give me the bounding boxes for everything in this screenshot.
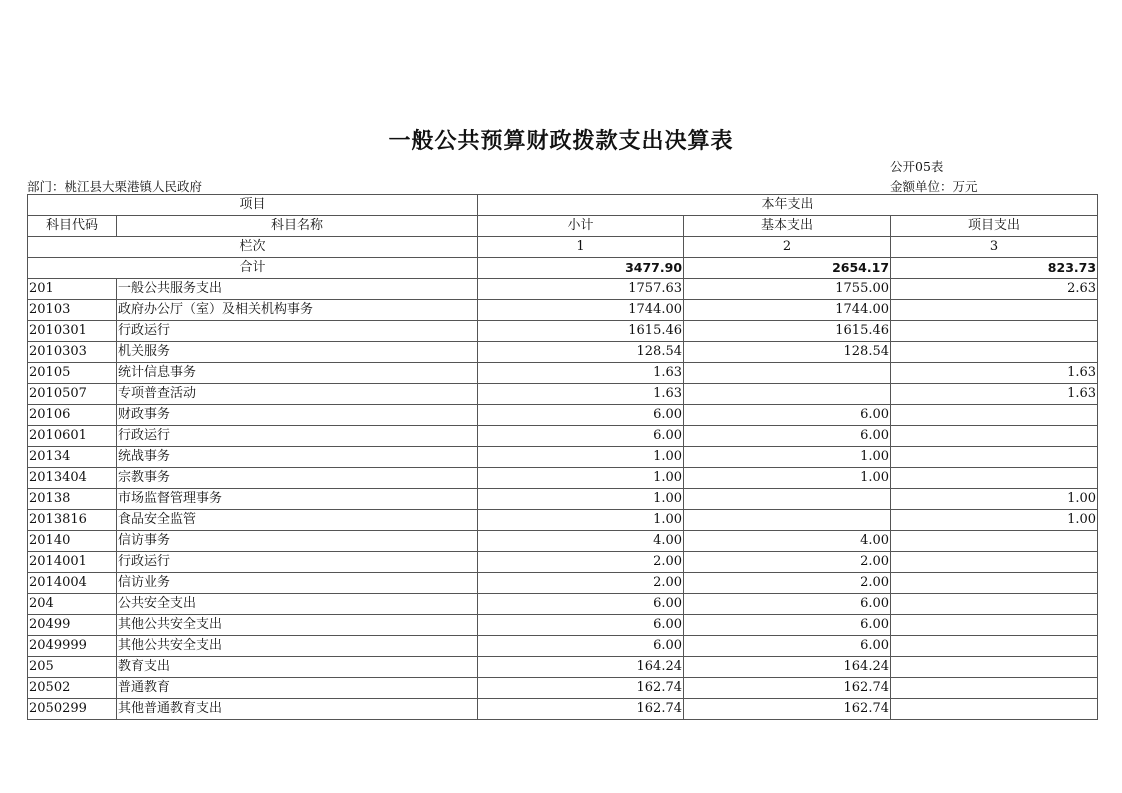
row-basic bbox=[684, 384, 891, 405]
row-basic: 6.00 bbox=[684, 405, 891, 426]
row-project bbox=[891, 447, 1098, 468]
header-row-2 bbox=[28, 216, 1098, 237]
row-name: 市场监督管理事务 bbox=[117, 489, 478, 510]
row-subtotal: 1.00 bbox=[478, 510, 684, 531]
row-subtotal: 2.00 bbox=[478, 573, 684, 594]
row-code: 201 bbox=[28, 279, 117, 300]
table-row bbox=[28, 552, 1098, 573]
table-row bbox=[28, 699, 1098, 720]
table-row bbox=[28, 678, 1098, 699]
row-subtotal: 1.63 bbox=[478, 363, 684, 384]
row-project: 1.63 bbox=[891, 363, 1098, 384]
row-code: 20106 bbox=[28, 405, 117, 426]
row-basic: 1744.00 bbox=[684, 300, 891, 321]
table-row bbox=[28, 657, 1098, 678]
table-row bbox=[28, 468, 1098, 489]
row-basic bbox=[684, 489, 891, 510]
row-project bbox=[891, 405, 1098, 426]
row-project: 1.63 bbox=[891, 384, 1098, 405]
total-basic: 2654.17 bbox=[684, 258, 891, 279]
row-basic: 1.00 bbox=[684, 468, 891, 489]
row-name: 财政事务 bbox=[117, 405, 478, 426]
row-subtotal: 6.00 bbox=[478, 426, 684, 447]
row-project: 1.00 bbox=[891, 489, 1098, 510]
row-code: 2014001 bbox=[28, 552, 117, 573]
row-name: 一般公共服务支出 bbox=[117, 279, 478, 300]
header-name: 科目名称 bbox=[117, 216, 478, 237]
row-project bbox=[891, 321, 1098, 342]
row-name: 其他普通教育支出 bbox=[117, 699, 478, 720]
row-name: 专项普查活动 bbox=[117, 384, 478, 405]
table-row bbox=[28, 636, 1098, 657]
department-label: 部门：桃江县大栗港镇人民政府 bbox=[27, 179, 203, 194]
row-subtotal: 1.00 bbox=[478, 447, 684, 468]
table-row bbox=[28, 363, 1098, 384]
row-basic: 1615.46 bbox=[684, 321, 891, 342]
row-basic: 1.00 bbox=[684, 447, 891, 468]
row-code: 2014004 bbox=[28, 573, 117, 594]
row-basic: 2.00 bbox=[684, 573, 891, 594]
row-basic: 1755.00 bbox=[684, 279, 891, 300]
row-project bbox=[891, 657, 1098, 678]
table-row bbox=[28, 447, 1098, 468]
table-row bbox=[28, 594, 1098, 615]
table-row bbox=[28, 510, 1098, 531]
row-code: 204 bbox=[28, 594, 117, 615]
row-project: 1.00 bbox=[891, 510, 1098, 531]
row-code: 2049999 bbox=[28, 636, 117, 657]
row-name: 信访事务 bbox=[117, 531, 478, 552]
row-subtotal: 162.74 bbox=[478, 699, 684, 720]
row-project bbox=[891, 342, 1098, 363]
row-name: 行政运行 bbox=[117, 321, 478, 342]
header-code: 科目代码 bbox=[28, 216, 117, 237]
row-project bbox=[891, 300, 1098, 321]
row-basic: 6.00 bbox=[684, 615, 891, 636]
row-name: 宗教事务 bbox=[117, 468, 478, 489]
row-code: 20140 bbox=[28, 531, 117, 552]
total-row bbox=[28, 258, 1098, 279]
header-subtotal: 小计 bbox=[478, 216, 684, 237]
row-basic: 6.00 bbox=[684, 594, 891, 615]
row-project bbox=[891, 531, 1098, 552]
header-row-3 bbox=[28, 237, 1098, 258]
row-subtotal: 6.00 bbox=[478, 594, 684, 615]
row-name: 行政运行 bbox=[117, 426, 478, 447]
row-subtotal: 1.63 bbox=[478, 384, 684, 405]
row-code: 2010303 bbox=[28, 342, 117, 363]
header-column-no: 栏次 bbox=[28, 237, 478, 258]
row-subtotal: 128.54 bbox=[478, 342, 684, 363]
row-subtotal: 6.00 bbox=[478, 405, 684, 426]
row-code: 20103 bbox=[28, 300, 117, 321]
row-name: 统战事务 bbox=[117, 447, 478, 468]
row-project bbox=[891, 636, 1098, 657]
row-project: 2.63 bbox=[891, 279, 1098, 300]
row-name: 政府办公厅（室）及相关机构事务 bbox=[117, 300, 478, 321]
row-basic bbox=[684, 510, 891, 531]
row-basic: 162.74 bbox=[684, 678, 891, 699]
table-row bbox=[28, 426, 1098, 447]
row-basic: 2.00 bbox=[684, 552, 891, 573]
row-name: 普通教育 bbox=[117, 678, 478, 699]
row-name: 行政运行 bbox=[117, 552, 478, 573]
budget-table bbox=[27, 194, 1098, 720]
form-number: 公开05表 bbox=[890, 159, 944, 174]
header-basic: 基本支出 bbox=[684, 216, 891, 237]
header-col2: 2 bbox=[684, 237, 891, 258]
table-row bbox=[28, 531, 1098, 552]
row-code: 20138 bbox=[28, 489, 117, 510]
header-col1: 1 bbox=[478, 237, 684, 258]
row-subtotal: 1757.63 bbox=[478, 279, 684, 300]
total-subtotal: 3477.90 bbox=[478, 258, 684, 279]
table-row bbox=[28, 279, 1098, 300]
row-code: 2010301 bbox=[28, 321, 117, 342]
row-subtotal: 6.00 bbox=[478, 615, 684, 636]
row-code: 205 bbox=[28, 657, 117, 678]
row-code: 2010601 bbox=[28, 426, 117, 447]
row-basic: 4.00 bbox=[684, 531, 891, 552]
row-code: 20105 bbox=[28, 363, 117, 384]
row-code: 2050299 bbox=[28, 699, 117, 720]
row-code: 20502 bbox=[28, 678, 117, 699]
row-subtotal: 164.24 bbox=[478, 657, 684, 678]
row-subtotal: 1.00 bbox=[478, 489, 684, 510]
table-row bbox=[28, 384, 1098, 405]
header-col3: 3 bbox=[891, 237, 1098, 258]
page-title: 一般公共预算财政拨款支出决算表 bbox=[388, 128, 734, 154]
row-project bbox=[891, 615, 1098, 636]
row-project bbox=[891, 594, 1098, 615]
row-subtotal: 1.00 bbox=[478, 468, 684, 489]
row-code: 2013816 bbox=[28, 510, 117, 531]
row-project bbox=[891, 699, 1098, 720]
row-basic: 162.74 bbox=[684, 699, 891, 720]
row-name: 统计信息事务 bbox=[117, 363, 478, 384]
row-name: 教育支出 bbox=[117, 657, 478, 678]
header-row-1 bbox=[28, 195, 1098, 216]
row-basic: 6.00 bbox=[684, 636, 891, 657]
row-basic bbox=[684, 363, 891, 384]
row-name: 其他公共安全支出 bbox=[117, 636, 478, 657]
row-code: 20134 bbox=[28, 447, 117, 468]
header-current-year: 本年支出 bbox=[478, 195, 1098, 216]
row-project bbox=[891, 468, 1098, 489]
row-name: 公共安全支出 bbox=[117, 594, 478, 615]
table-row bbox=[28, 300, 1098, 321]
table-row bbox=[28, 321, 1098, 342]
row-basic: 164.24 bbox=[684, 657, 891, 678]
row-name: 信访业务 bbox=[117, 573, 478, 594]
header-item: 项目 bbox=[28, 195, 478, 216]
row-project bbox=[891, 552, 1098, 573]
table-row bbox=[28, 342, 1098, 363]
row-subtotal: 6.00 bbox=[478, 636, 684, 657]
row-project bbox=[891, 678, 1098, 699]
table-row bbox=[28, 573, 1098, 594]
row-name: 机关服务 bbox=[117, 342, 478, 363]
total-project: 823.73 bbox=[891, 258, 1098, 279]
amount-unit-label: 金额单位：万元 bbox=[890, 179, 978, 194]
row-code: 20499 bbox=[28, 615, 117, 636]
row-project bbox=[891, 573, 1098, 594]
row-code: 2010507 bbox=[28, 384, 117, 405]
row-project bbox=[891, 426, 1098, 447]
row-name: 其他公共安全支出 bbox=[117, 615, 478, 636]
row-basic: 128.54 bbox=[684, 342, 891, 363]
row-subtotal: 1615.46 bbox=[478, 321, 684, 342]
row-subtotal: 2.00 bbox=[478, 552, 684, 573]
total-label: 合计 bbox=[28, 258, 478, 279]
row-subtotal: 162.74 bbox=[478, 678, 684, 699]
row-subtotal: 4.00 bbox=[478, 531, 684, 552]
table-row bbox=[28, 615, 1098, 636]
table-row bbox=[28, 405, 1098, 426]
row-code: 2013404 bbox=[28, 468, 117, 489]
table-row bbox=[28, 489, 1098, 510]
row-subtotal: 1744.00 bbox=[478, 300, 684, 321]
header-project: 项目支出 bbox=[891, 216, 1098, 237]
row-name: 食品安全监管 bbox=[117, 510, 478, 531]
row-basic: 6.00 bbox=[684, 426, 891, 447]
